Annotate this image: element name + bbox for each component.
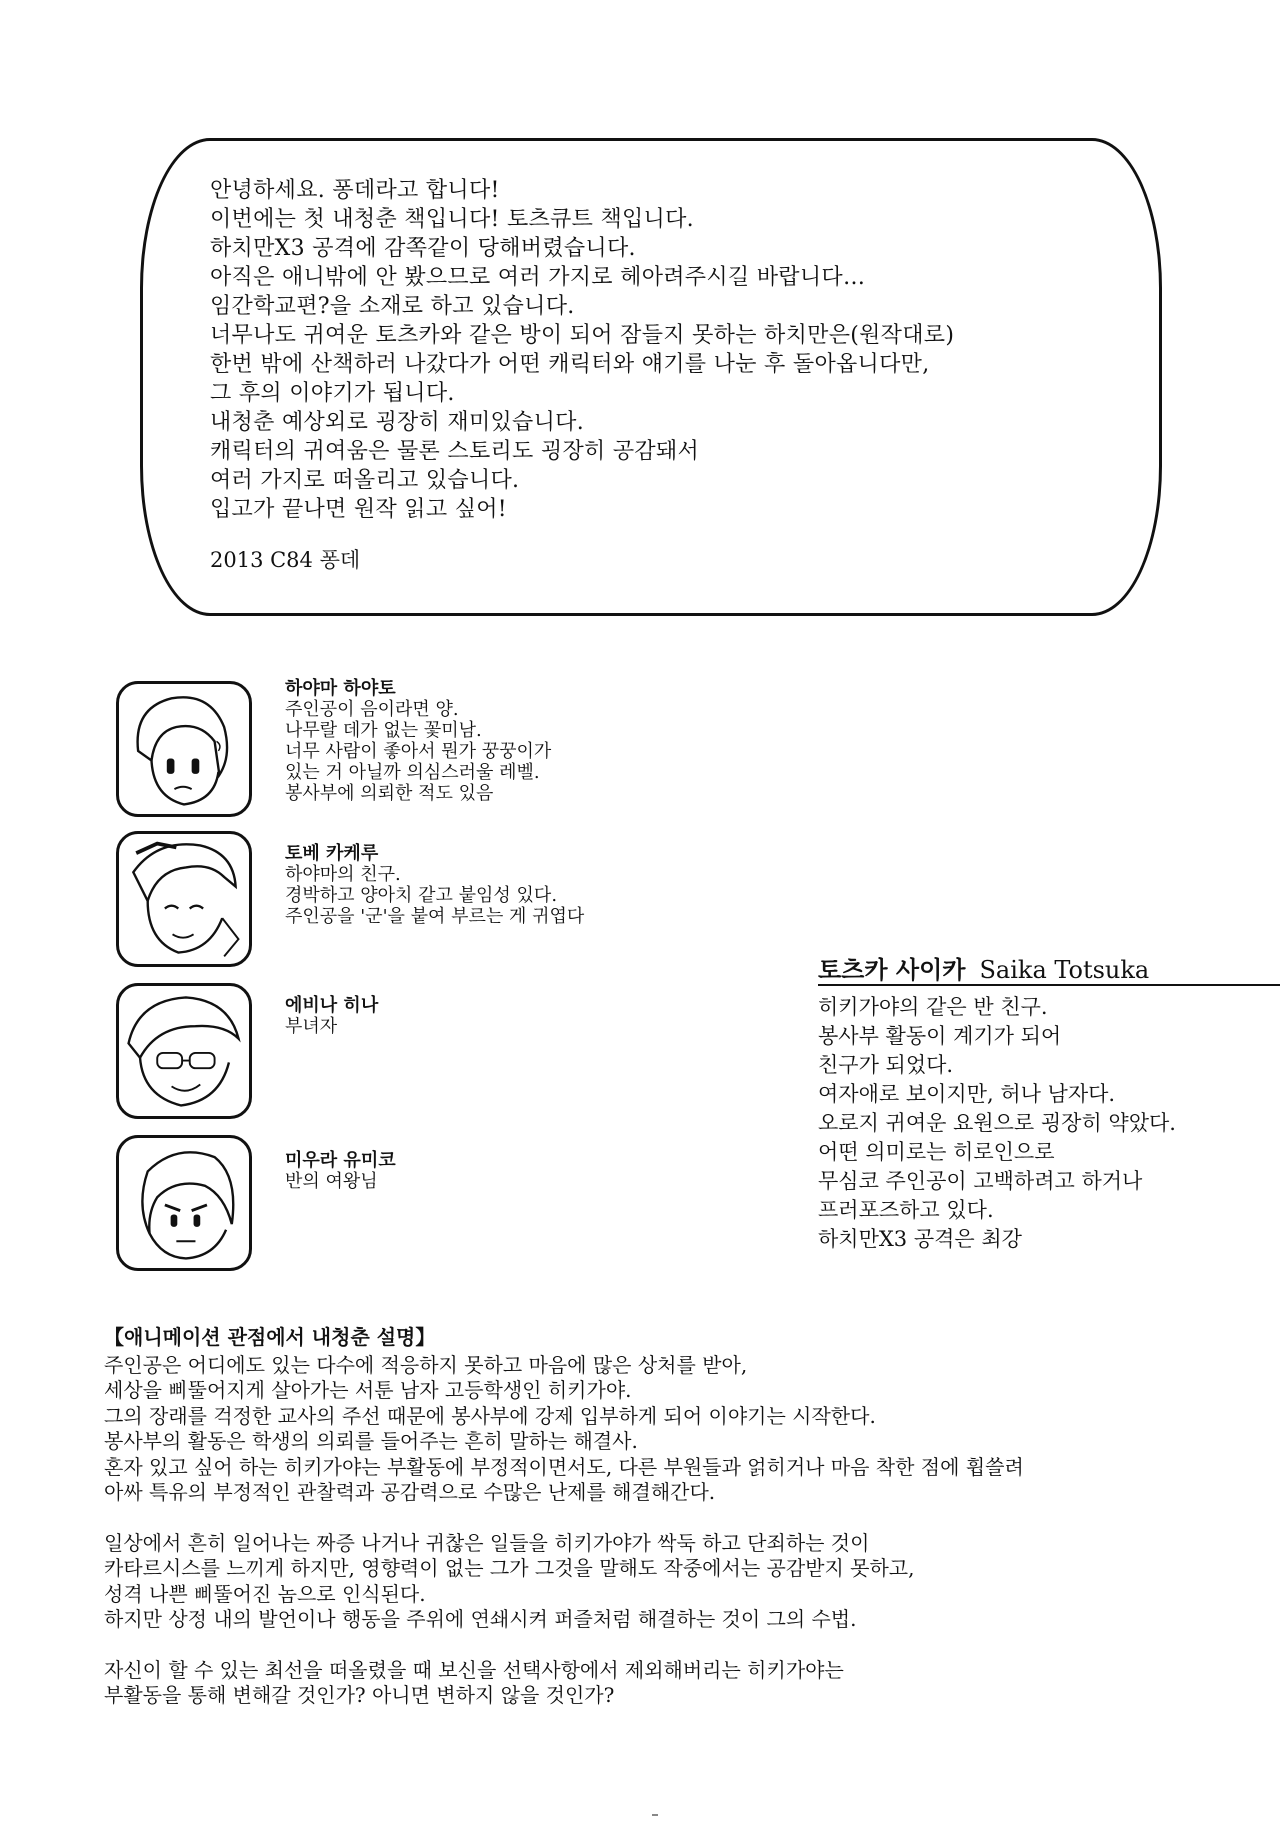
author-note-line: 입고가 끝나면 원작 읽고 싶어! xyxy=(210,497,507,522)
author-note-line: 한번 밖에 산책하러 나갔다가 어떤 캐릭터와 얘기를 나눈 후 돌아옵니다만, xyxy=(210,352,930,377)
paragraph-line: 세상을 삐뚤어지게 살아가는 서툰 남자 고등학생인 히키가야. xyxy=(104,1378,632,1402)
character-desc: 봉사부에 의뢰한 적도 있음 xyxy=(285,783,494,804)
character-name: 하야마 하야토 xyxy=(285,678,396,699)
character-desc: 주인공을 '군'을 붙여 부르는 게 귀엽다 xyxy=(285,906,585,927)
profile-title xyxy=(818,950,1149,985)
character-desc: 부녀자 xyxy=(285,1016,338,1037)
paragraph-line: 혼자 있고 싶어 하는 히키가야는 부활동에 부정적이면서도, 다른 부원들과 얽히거나 마음 착한 점에 휩쓸려 xyxy=(104,1454,1024,1479)
character-name: 토베 카케루 xyxy=(285,843,379,864)
paragraph-gap xyxy=(104,1506,1224,1531)
author-note-line: 아직은 애니밖에 안 봤으므로 여러 가지로 헤아려주시길 바랍니다… xyxy=(210,265,866,290)
author-note-line: 하치만X3 공격에 감쪽같이 당해버렸습니다. xyxy=(210,236,636,261)
character-desc: 경박하고 양아치 같고 붙임성 있다. xyxy=(285,885,558,906)
profile-name-ko: 토츠카 사이카 xyxy=(818,955,966,984)
section-heading: 【애니메이션 관점에서 내청춘 설명】 xyxy=(104,1325,436,1349)
character-desc: 나무랄 데가 없는 꽃미남. xyxy=(285,720,482,741)
paragraph-line: 자신이 할 수 있는 최선을 떠올렸을 때 보신을 선택사항에서 제외해버리는 히키가야는 xyxy=(104,1657,844,1682)
paragraph-line: 봉사부의 활동은 학생의 의뢰를 들어주는 흔히 말하는 해결사. xyxy=(104,1429,638,1453)
author-signature: 2013 C84 퐁데 xyxy=(210,548,361,572)
paragraph-line: 성격 나쁜 삐뚤어진 놈으로 인식된다. xyxy=(104,1581,426,1606)
character-name: 에비나 히나 xyxy=(285,995,379,1016)
author-note-line: 임간학교편?을 소재로 하고 있습니다. xyxy=(210,294,575,319)
ebina-face-illustration xyxy=(119,986,249,1116)
character-desc: 있는 거 아닐까 의심스러울 레벨. xyxy=(285,762,540,783)
profile-line: 봉사부 활동이 계기가 되어 xyxy=(818,1024,1062,1048)
character-name: 미우라 유미코 xyxy=(285,1150,396,1171)
character-desc: 주인공이 음이라면 양. xyxy=(285,699,459,720)
author-note-line: 그 후의 이야기가 됩니다. xyxy=(210,381,455,406)
profile-divider xyxy=(818,984,1280,986)
paragraph-line: 일상에서 흔히 일어나는 짜증 나거나 귀찮은 일들을 히키가야가 싹둑 하고 단죄하는 것이 xyxy=(104,1530,870,1555)
character-portrait xyxy=(116,1135,252,1271)
author-note-line: 안녕하세요. 퐁데라고 합니다! xyxy=(210,178,500,203)
author-note-line: 내청춘 예상외로 굉장히 재미있습니다. xyxy=(210,410,585,435)
miura-face-illustration xyxy=(119,1138,249,1268)
profile-line: 어떤 의미로는 히로인으로 xyxy=(818,1140,1055,1164)
profile-description xyxy=(818,993,1268,1254)
paragraph-line: 하지만 상정 내의 발언이나 행동을 주위에 연쇄시켜 퍼즐처럼 해결하는 것이 그의 수법. xyxy=(104,1607,857,1631)
character-desc: 하야마의 친구. xyxy=(285,864,401,885)
character-info xyxy=(285,678,765,804)
author-note-line: 캐릭터의 귀여움은 물론 스토리도 굉장히 공감돼서 xyxy=(210,439,700,464)
character-desc: 너무 사람이 좋아서 뭔가 꿍꿍이가 xyxy=(285,741,552,762)
paragraph-line: 부활동을 통해 변해갈 것인가? 아니면 변하지 않을 것인가? xyxy=(104,1683,615,1707)
page-mark xyxy=(652,1814,658,1816)
character-portrait xyxy=(116,681,252,817)
character-info xyxy=(285,1150,765,1192)
profile-line: 프러포즈하고 있다. xyxy=(818,1198,994,1222)
character-info xyxy=(285,995,765,1037)
author-note xyxy=(210,176,1150,524)
character-info xyxy=(285,843,765,927)
character-desc: 반의 여왕님 xyxy=(285,1171,378,1192)
tobe-face-illustration xyxy=(119,834,249,964)
profile-line: 여자애로 보이지만, 허나 남자다. xyxy=(818,1082,1116,1106)
profile-line: 친구가 되었다. xyxy=(818,1053,954,1077)
hayama-face-illustration xyxy=(119,684,249,814)
paragraph-line: 그의 장래를 걱정한 교사의 주선 때문에 봉사부에 강제 입부하게 되어 이야기는 시작한다. xyxy=(104,1403,876,1428)
anime-explanation xyxy=(104,1325,1224,1709)
profile-name-en: Saika Totsuka xyxy=(979,956,1150,984)
paragraph-line: 카타르시스를 느끼게 하지만, 영향력이 없는 그가 그것을 말해도 작중에서는 공감받지 못하고, xyxy=(104,1556,915,1580)
profile-line: 히키가야의 같은 반 친구. xyxy=(818,995,1048,1019)
profile-line: 오로지 귀여운 요원으로 굉장히 약았다. xyxy=(818,1111,1176,1135)
author-note-line: 너무나도 귀여운 토츠카와 같은 방이 되어 잠들지 못하는 하치만은(원작대로) xyxy=(210,323,955,348)
author-note-line: 여러 가지로 떠올리고 있습니다. xyxy=(210,468,520,493)
paragraph-line: 아싸 특유의 부정적인 관찰력과 공감력으로 수많은 난제를 해결해간다. xyxy=(104,1480,716,1504)
author-note-line: 이번에는 첫 내청춘 책입니다! 토츠큐트 책입니다. xyxy=(210,207,694,232)
character-portrait xyxy=(116,831,252,967)
paragraph-gap xyxy=(104,1633,1224,1658)
character-portrait xyxy=(116,983,252,1119)
profile-line: 무심코 주인공이 고백하려고 하거나 xyxy=(818,1169,1143,1193)
paragraph-line: 주인공은 어디에도 있는 다수에 적응하지 못하고 마음에 많은 상처를 받아, xyxy=(104,1352,748,1377)
profile-line: 하치만X3 공격은 최강 xyxy=(818,1227,1022,1251)
